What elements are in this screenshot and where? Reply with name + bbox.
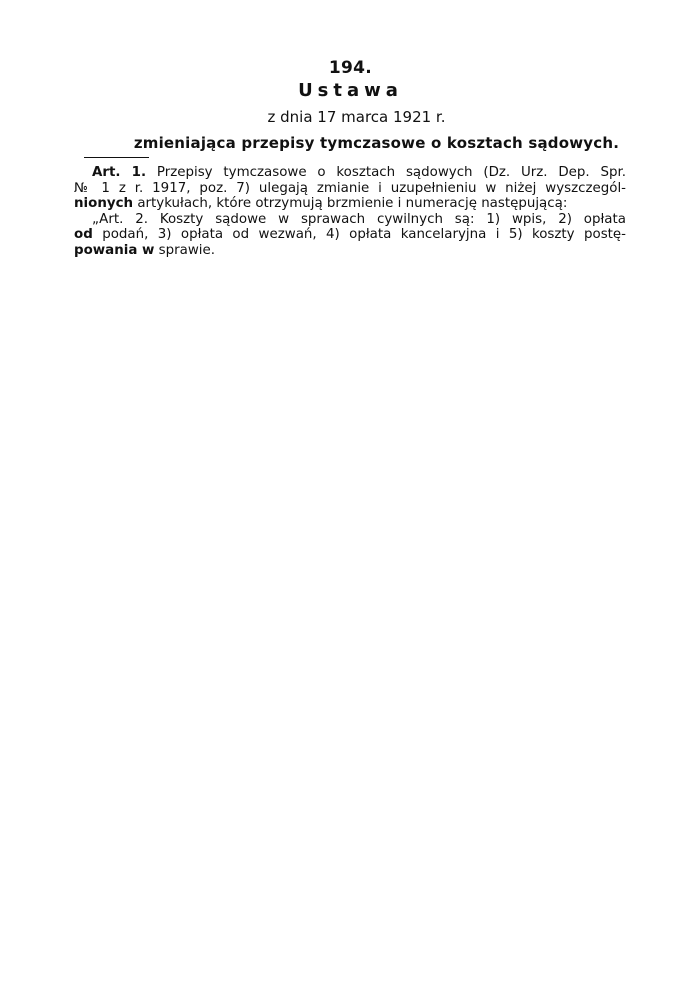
document-subtitle: zmieniająca przepisy tymczasowe o kosztach sądowych. (133, 134, 620, 152)
article-2-label: „Art. 2. (92, 211, 148, 227)
document-title: Ustawa (298, 80, 403, 101)
document-number: 194. (328, 58, 373, 78)
article-2-line-2 (74, 227, 626, 243)
article-1-text-1: Przepisy tymczasowe o kosztach sądowych (Dz. Urz. Dep. Spr. (156, 165, 626, 180)
separator-rule (84, 157, 149, 158)
article-1-line-3 (74, 196, 626, 212)
article-2-text-2: podań, 3) opłata od wezwań, 4) opłata kancelaryjna i 5) koszty postę- (102, 227, 626, 243)
article-2-line-3 (74, 243, 626, 259)
document-body (74, 165, 626, 259)
article-2-text-3-bold: powania w (74, 242, 155, 258)
article-2-text-3: sprawie. (158, 242, 216, 258)
article-1 (74, 165, 626, 212)
article-1-text-3-bold: nionych (74, 196, 134, 212)
article-2-text-2-bold: od (74, 227, 93, 243)
article-2 (74, 212, 626, 259)
article-2-text-1: Koszty sądowe w sprawach cywilnych są: 1) wpis, 2) opłata (159, 211, 626, 227)
article-2-line-1 (74, 212, 626, 228)
document-date: z dnia 17 marca 1921 r. (267, 108, 446, 126)
article-1-line-1 (74, 165, 626, 181)
article-1-line-2 (74, 181, 626, 197)
article-1-text-2: № 1 z r. 1917, poz. 7) ulegają zmianie i uzupełnieniu w niżej wyszczegól- (74, 180, 626, 196)
article-1-text-3: artykułach, które otrzymują brzmienie i numerację następującą: (137, 196, 568, 212)
article-1-label: Art. 1. (92, 165, 147, 180)
